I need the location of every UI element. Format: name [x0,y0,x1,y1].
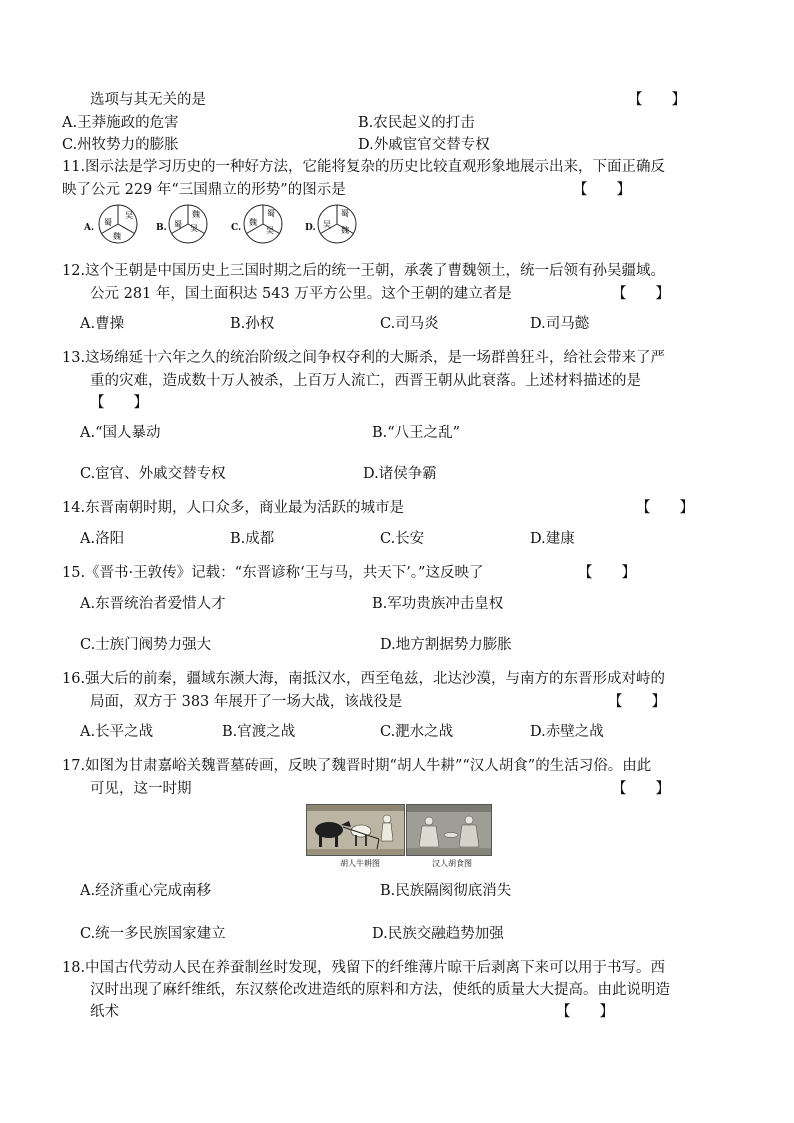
q14-option-c[interactable]: C.长安 [380,531,425,547]
q11-stem-line1: 11.图示法是学习历史的一种好方法，它能将复杂的历史比较直观形象地展示出来，下面正确反 [62,159,666,175]
pie-diagram-icon [315,203,359,245]
pie-diagram-icon [241,203,285,245]
q11-answer-bracket[interactable]: 【 】 [573,182,631,198]
q11-option-a-diagram[interactable] [84,203,144,245]
q11-a-left: 蜀 [104,218,112,227]
q18-stem-line2: 汉时出现了麻纤维纸，东汉蔡伦改进造纸的原料和方法，使纸的质量大大提高。由此说明造 [90,982,670,998]
q14-answer-bracket[interactable]: 【 】 [636,500,694,516]
q15-option-b[interactable]: B.军功贵族冲击皇权 [372,596,504,612]
ox-plowing-image-icon [307,805,404,855]
q17-stem-line2: 可见，这一时期 [90,781,192,797]
q11-d-bottom: 魏 [341,226,349,235]
q11-d-top: 蜀 [341,209,349,218]
q12-stem-line2: 公元 281 年，国土面积达 543 万平方公里。这个王朝的建立者是 [90,286,512,302]
q11-option-a-letter: A. [84,223,95,233]
q12-option-a[interactable]: A.曹操 [80,316,125,332]
q13-stem-line1: 13.这场绵延十六年之久的统治阶级之间争权夺利的大厮杀，是一场群兽狂斗，给社会带来了严 [62,350,666,366]
q11-option-b-letter: B. [156,223,167,233]
q13-stem-line2: 重的灾难，造成数十万人被杀，上百万人流亡，西晋王朝从此衰落。上述材料描述的是 [90,373,641,389]
q11-c-top: 蜀 [267,209,275,218]
q12-option-c[interactable]: C.司马炎 [380,316,439,332]
q11-c-bottom: 吴 [266,226,274,235]
q16-stem-line1: 16.强大后的前秦，疆域东濒大海，南抵汉水，西至龟兹，北达沙漠，与南方的东晋形成对峙的 [62,671,666,687]
q10-answer-bracket[interactable]: 【 】 [628,92,686,108]
q15-option-c[interactable]: C.士族门阀势力强大 [80,637,212,653]
q17-option-c[interactable]: C.统一多民族国家建立 [80,926,226,942]
q10-option-d[interactable]: D.外戚宦官交替专权 [358,137,490,153]
q11-b-top: 魏 [192,210,200,219]
pie-diagram-icon [96,203,140,245]
q11-b-left: 蜀 [174,220,182,229]
q17-stem-line1: 17.如图为甘肃嘉峪关魏晋墓砖画，反映了魏晋时期“胡人牛耕”“汉人胡食”的生活习俗。由此 [62,758,652,774]
q18-stem-line1: 18.中国古代劳动人民在养蚕制丝时发现，残留下的纤维薄片晾干后剥离下来可以用于书写。西 [62,960,666,976]
q18-answer-bracket[interactable]: 【 】 [556,1004,614,1020]
q10-stem-continuation: 选项与其无关的是 [90,92,206,108]
pie-diagram-icon [166,203,210,245]
q11-c-left: 魏 [249,218,257,227]
q11-option-d-diagram[interactable] [305,203,365,245]
q16-stem-line2: 局面，双方于 383 年展开了一场大战，该战役是 [90,694,403,710]
q16-option-c[interactable]: C.淝水之战 [380,724,454,740]
q12-answer-bracket[interactable]: 【 】 [612,286,670,302]
q11-option-c-letter: C. [231,223,242,233]
q11-option-b-diagram[interactable] [156,203,216,245]
q14-stem: 14.东晋南朝时期，人口众多，商业最为活跃的城市是 [62,500,405,516]
q10-option-c[interactable]: C.州牧势力的膨胀 [62,137,179,153]
q10-option-b[interactable]: B.农民起义的打击 [358,115,475,131]
q12-option-d[interactable]: D.司马懿 [530,316,590,332]
q16-option-d[interactable]: D.赤壁之战 [530,724,604,740]
q11-stem-line2: 映了公元 229 年“三国鼎立的形势”的图示是 [62,182,346,198]
q16-option-a[interactable]: A.长平之战 [80,724,154,740]
ox-plowing-painting [306,804,405,856]
q15-option-a[interactable]: A.东晋统治者爱惜人才 [80,596,226,612]
q12-option-b[interactable]: B.孙权 [230,316,275,332]
q14-option-b[interactable]: B.成都 [230,531,275,547]
q12-stem-line1: 12.这个王朝是中国历史上三国时期之后的统一王朝，承袭了曹魏领土，统一后领有孙吴疆域。 [62,263,666,279]
q17-answer-bracket[interactable]: 【 】 [612,781,670,797]
q17-option-a[interactable]: A.经济重心完成南移 [80,883,212,899]
q15-answer-bracket[interactable]: 【 】 [578,565,636,581]
q13-option-d[interactable]: D.诸侯争霸 [363,466,437,482]
q11-b-bottom: 吴 [190,224,198,233]
han-hu-food-caption: 汉人胡食图 [432,859,472,868]
q17-option-b[interactable]: B.民族隔阂彻底消失 [380,883,512,899]
q10-option-a[interactable]: A.王莽施政的危害 [62,115,179,131]
q18-stem-line3: 纸术 [90,1004,119,1020]
q14-option-a[interactable]: A.洛阳 [80,531,125,547]
q11-a-bottom: 魏 [113,232,121,241]
q15-stem: 15.《晋书·王敦传》记载：“东晋谚称‘王与马，共天下’。”这反映了 [62,565,484,581]
q13-answer-bracket[interactable]: 【 】 [90,395,148,411]
dining-scene-image-icon [407,805,491,855]
q11-d-left: 吴 [323,220,331,229]
q13-option-c[interactable]: C.宦官、外戚交替专权 [80,466,226,482]
q13-option-a[interactable]: A.“国人暴动 [80,425,161,441]
ox-plowing-caption: 胡人牛耕图 [340,859,380,868]
han-hu-food-painting [406,804,492,856]
q11-option-d-letter: D. [305,223,316,233]
q13-option-b[interactable]: B.“八王之乱” [372,425,461,441]
q15-option-d[interactable]: D.地方割据势力膨胀 [380,637,512,653]
q11-option-c-diagram[interactable] [231,203,291,245]
q11-a-top: 吴 [125,211,133,220]
q16-option-b[interactable]: B.官渡之战 [222,724,296,740]
q16-answer-bracket[interactable]: 【 】 [608,694,666,710]
q14-option-d[interactable]: D.建康 [530,531,575,547]
q17-option-d[interactable]: D.民族交融趋势加强 [372,926,504,942]
